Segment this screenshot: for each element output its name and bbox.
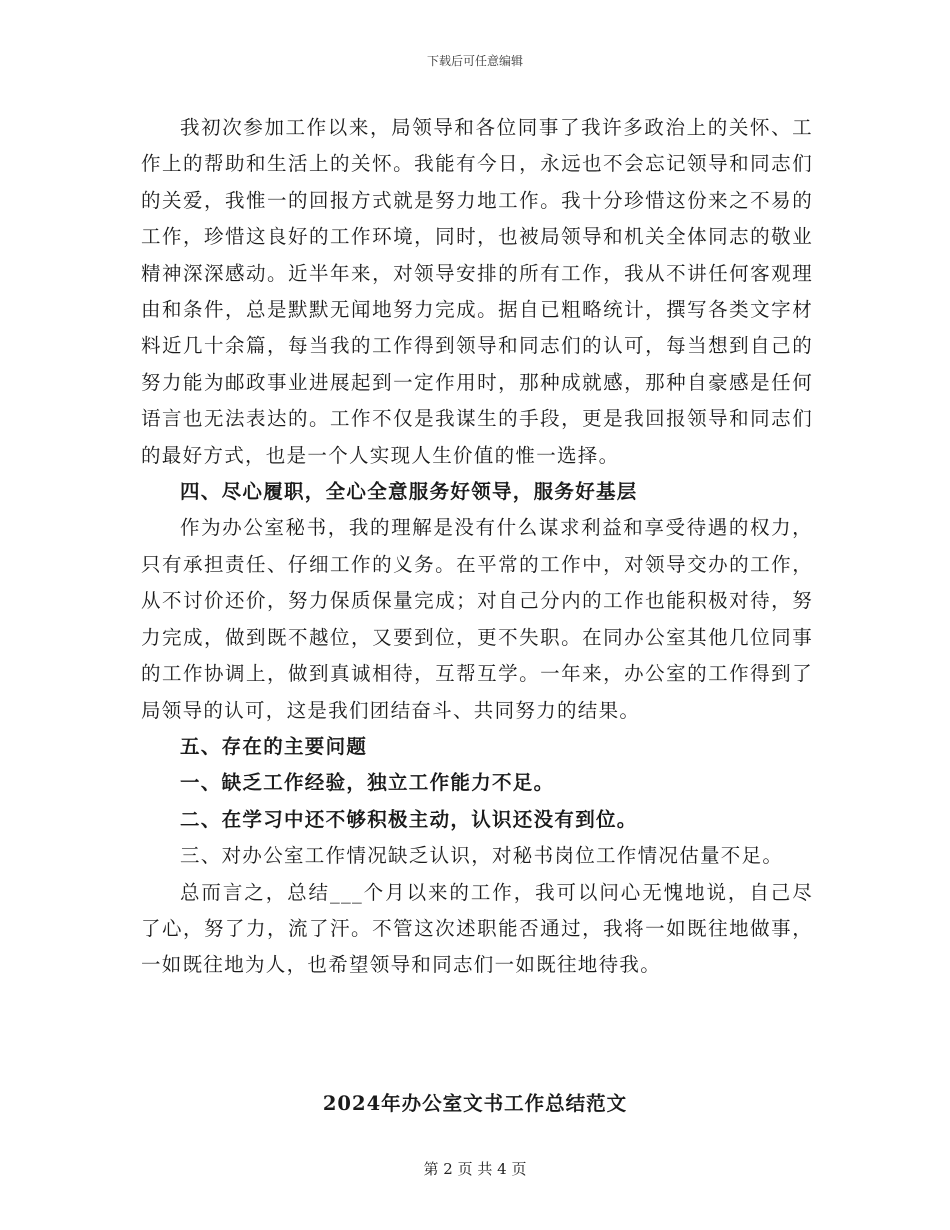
issue-item: 二、在学习中还不够积极主动，认识还没有到位。	[180, 807, 638, 831]
body-paragraph: 我初次参加工作以来，局领导和各位同事了我许多政治上的关怀、工作上的帮助和生活上的关怀。我能有今日，永远也不会忘记领导和同志们的关爱，我惟一的回报方式就是努力地工作。我十分珍惜这份来之不易的工作，珍惜这良好的工作环境，同时，也被局领导和机关全体同志的敬业精神深深感动。近半年来，对领导安排的所有工作，我从不讲任何客观理由和条件，总是默默无闻地努力完成。据自已粗略统计，撰写各类文字材料近几十余篇，每当我的工作得到领导和同志们的认可，每当想到自己的努力能为邮政事业进展起到一定作用时，那种成就感，那种自豪感是任何语言也无法表达的。工作不仅是我谋生的手段，更是我回报领导和同志们的最好方式，也是一个人实现人生价值的惟一选择。	[141, 116, 813, 467]
issue-item: 三、对办公室工作情况缺乏认识，对秘书岗位工作情况估量不足。	[180, 844, 784, 868]
section-heading: 四、尽心履职，全心全意服务好领导，服务好基层	[180, 480, 638, 504]
document-body	[141, 110, 813, 984]
body-paragraph: 总而言之，总结___个月以来的工作，我可以问心无愧地说，自己尽了心，努了力，流了汗。不管这次述职能否通过，我将一如既往地做事，一如既往地为人，也希望领导和同志们一如既往地待我。	[141, 880, 813, 977]
document-title: 2024年办公室文书工作总结范文	[322, 1092, 628, 1115]
issue-item: 一、缺乏工作经验，独立工作能力不足。	[180, 771, 555, 795]
page-number-footer: 第 2 页 共 4 页	[423, 1160, 527, 1178]
page-header-note: 下载后可任意编辑	[426, 54, 523, 68]
body-paragraph: 作为办公室秘书，我的理解是没有什么谋求利益和享受待遇的权力，只有承担责任、仔细工作的义务。在平常的工作中，对领导交办的工作，从不讨价还价，努力保质保量完成；对自己分内的工作也能积极对待，努力完成，做到既不越位，又要到位，更不失职。在同办公室其他几位同事的工作协调上，做到真诚相待，互帮互学。一年来，办公室的工作得到了局领导的认可，这是我们团结奋斗、共同努力的结果。	[141, 516, 813, 722]
section-heading: 五、存在的主要问题	[180, 734, 368, 758]
